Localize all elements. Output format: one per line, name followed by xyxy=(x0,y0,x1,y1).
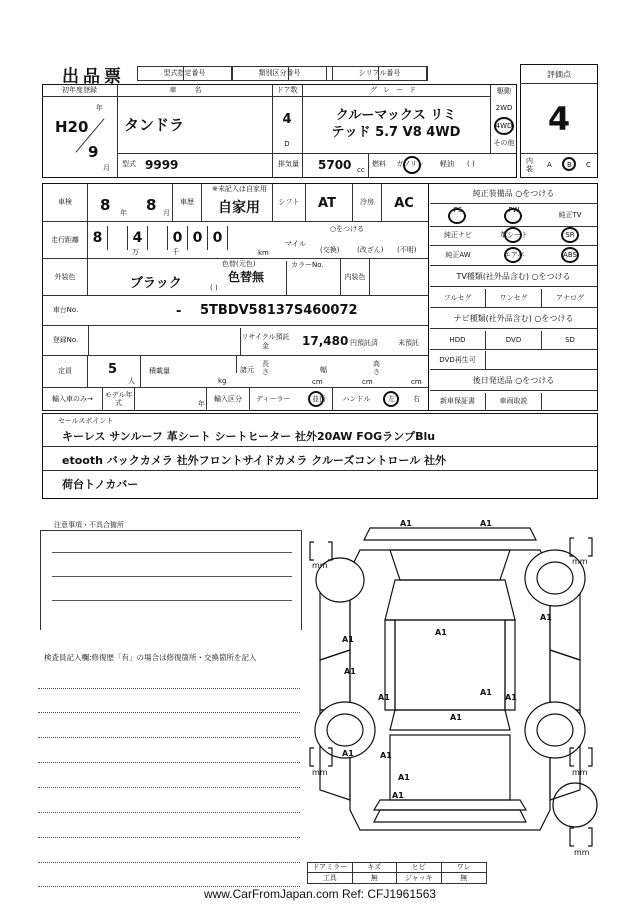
cooler-value: AC xyxy=(394,196,414,211)
left-label: 左 xyxy=(388,395,395,403)
fuel-value: ガソリン xyxy=(396,160,424,168)
damage-mark: A1 xyxy=(505,693,517,702)
form-title: 出品票 xyxy=(62,67,125,87)
man-unit: 万 xyxy=(132,248,139,256)
inspect-month-unit: 月 xyxy=(163,209,170,217)
doors-value: 4 xyxy=(282,112,292,127)
load-label: 積載量 xyxy=(140,356,178,387)
exchange-label: (交換) xyxy=(320,246,340,254)
inspector-label: 検査員記入欄:修復歴「有」の場合は修復箇所・交換箇所を記入 xyxy=(44,653,257,662)
equip-airbag: エアバ xyxy=(503,251,525,259)
sales-line1: キーレス サンルーフ 革シート シートヒーター 社外20AW FOGランプBlu xyxy=(62,430,436,443)
damage-mark: A1 xyxy=(450,713,462,722)
legend-jack: ジャッキ xyxy=(397,873,442,883)
color-value: ブラック xyxy=(130,276,182,291)
legend-tools: 工具 xyxy=(308,873,353,883)
color-no-label: カラーNo. xyxy=(286,261,324,295)
model-code-label: 型式指定番号 xyxy=(137,66,232,81)
shift-label: シフト xyxy=(272,184,306,221)
navi-dvd: DVD xyxy=(486,331,542,349)
interior-a: A xyxy=(547,161,552,169)
height-cm: cm xyxy=(411,378,422,386)
drive-2wd: 2WD xyxy=(495,104,513,112)
model-year-label: モデル年式 xyxy=(103,388,135,410)
watermark: www.CarFromJapan.com Ref: CFJ1961563 xyxy=(203,887,437,901)
cooler-label: 冷房 xyxy=(352,184,382,221)
history-label: 車歴 xyxy=(172,184,202,221)
sales-line2: etooth バックカメラ 社外フロントサイドカメラ クルーズコントロール 社外 xyxy=(62,454,447,467)
legend-tools-value: 無 xyxy=(353,873,398,883)
recycle-label: リサイクル預託金 xyxy=(240,328,290,355)
height-label: 高さ xyxy=(373,360,380,377)
equip-leather: 革シート xyxy=(500,231,528,239)
mm-unit: mm xyxy=(312,768,328,777)
inspect-month: 8 xyxy=(146,196,157,214)
import-type-label: 輸入区分 xyxy=(206,388,250,410)
reg-month: 9 xyxy=(88,143,99,161)
navi-type-title: ナビ種類(社外品含む) ○をつける xyxy=(430,309,597,329)
tv-type-title: TV種類(社外品含む) ○をつける xyxy=(430,267,597,287)
mm-unit: mm xyxy=(572,557,588,566)
km-unit: km xyxy=(258,249,269,257)
car-name: タンドラ xyxy=(124,116,185,134)
kg-unit: kg xyxy=(218,377,227,385)
chassis-value: 5TBDV58137S460072 xyxy=(200,303,358,318)
displacement-value: 5700 xyxy=(318,158,352,172)
reg-no-label: 登録No. xyxy=(52,336,79,345)
score-label: 評価点 xyxy=(520,66,598,84)
legend-crack: ヒビ xyxy=(397,863,442,873)
color-change-label: 色替(元色) xyxy=(222,260,256,268)
damage-mark: A1 xyxy=(480,519,492,528)
interior-color-label: 内装色 xyxy=(340,259,370,295)
equip-sr-circle xyxy=(561,227,579,243)
inspect-year: 8 xyxy=(100,196,111,214)
equip-sr: SR xyxy=(565,231,575,239)
color-label: 外装色 xyxy=(43,259,88,295)
equip-pw: PW xyxy=(508,206,520,214)
manual: 車両取説 xyxy=(486,393,542,410)
capacity-value: 5 xyxy=(108,362,118,377)
tv-fullseg: フルセグ xyxy=(430,289,486,307)
mileage-digit-5: 0 xyxy=(208,226,228,250)
unknown-label: (不明) xyxy=(397,246,417,254)
damage-mark: A1 xyxy=(392,791,404,800)
later-title: 後日発送品 ○をつける xyxy=(430,371,597,391)
equip-tv: 純正TV xyxy=(558,211,582,219)
equip-leather-circle xyxy=(504,227,522,243)
damage-mark: A1 xyxy=(435,628,447,637)
mm-unit: mm xyxy=(312,561,328,570)
legend-mirror: ドアミラー xyxy=(308,863,353,873)
dealer-label: ディーラー xyxy=(256,395,291,403)
notes-label: 注意事項・不具合箇所 xyxy=(54,521,124,529)
warranty: 新車保証書 xyxy=(430,393,486,410)
recycle-unpaid: 未預託 xyxy=(398,339,419,347)
fuel-circle xyxy=(403,156,421,174)
score-value: 4 xyxy=(547,100,571,138)
modified-label: (改ざん) xyxy=(357,246,384,254)
sen-unit: 千 xyxy=(172,248,179,256)
interior-b-circle xyxy=(562,157,576,171)
mileage-digit-2: 4 xyxy=(128,226,148,250)
equip-navi: 純正ナビ xyxy=(444,231,472,239)
parallel-circle xyxy=(308,391,324,407)
equip-abs-circle xyxy=(561,247,579,263)
fuel-label: 燃料 xyxy=(372,160,386,168)
length-label: 長さ xyxy=(262,360,269,377)
navi-hdd: HDD xyxy=(430,331,486,349)
equip-ps-circle xyxy=(448,208,466,224)
equip-title: 純正装備品 ○をつける xyxy=(430,184,597,204)
equip-airbag-circle xyxy=(504,247,522,263)
door-unit: D xyxy=(284,140,290,148)
damage-mark: A1 xyxy=(540,613,552,622)
light-oil-label: 軽油 xyxy=(440,160,454,168)
interior-label: 内装 xyxy=(526,157,533,174)
width-cm: cm xyxy=(362,378,373,386)
history-note: ※未記入は自家用 xyxy=(212,185,267,193)
equip-pw-circle xyxy=(504,208,522,224)
shift-value: AT xyxy=(318,196,336,211)
damage-mark: A1 xyxy=(342,635,354,644)
navi-sd: SD xyxy=(565,335,575,344)
drive-4wd: 4WD xyxy=(495,122,513,130)
category-field xyxy=(288,66,333,81)
damage-mark: A1 xyxy=(398,773,410,782)
inspect-year-unit: 年 xyxy=(120,209,127,217)
model-code-field xyxy=(183,66,233,81)
month-unit: 月 xyxy=(103,164,110,172)
damage-legend xyxy=(307,862,487,884)
sales-line3: 荷台トノカバー xyxy=(62,478,139,491)
left-circle xyxy=(383,391,399,407)
parallel-label: 並行 xyxy=(312,395,326,403)
notes-box xyxy=(40,530,302,630)
cc-unit: cc xyxy=(357,166,365,174)
drive-4wd-circle xyxy=(494,117,514,135)
drive-label: 駆動 xyxy=(497,87,511,95)
chassis-dash: - xyxy=(176,304,182,319)
length-cm: cm xyxy=(312,378,323,386)
grade-line2: テッド 5.7 V8 4WD xyxy=(331,125,461,140)
width-label: 幅 xyxy=(320,366,327,374)
color-paren: ( ) xyxy=(210,284,218,292)
grade-line1: クルーマックス リミ xyxy=(335,108,457,123)
interior-c: C xyxy=(586,161,591,169)
handle-label: ハンドル xyxy=(332,388,380,410)
doors-label: ドア数 xyxy=(272,85,302,97)
color-change-value: 色替無 xyxy=(228,270,265,284)
category-label: 類別区分番号 xyxy=(232,66,327,81)
mileage-label: 走行距離 xyxy=(43,222,88,258)
recycle-unit: 円預託済 xyxy=(350,339,378,347)
model-type-label: 型式 xyxy=(122,160,136,168)
mile-label: マイル xyxy=(285,240,306,248)
mileage-blank-2 xyxy=(148,226,168,250)
right-label: 右 xyxy=(413,395,420,403)
equip-abs: ABS xyxy=(563,251,577,259)
name-label: 車名 xyxy=(117,85,272,97)
serial-label: シリアル番号 xyxy=(332,66,427,81)
damage-mark: A1 xyxy=(342,749,354,758)
equip-ps: PS xyxy=(453,206,463,214)
mileage-blank-1 xyxy=(108,226,128,250)
legend-break: ワレ xyxy=(442,863,487,873)
person-unit: 人 xyxy=(128,377,135,385)
legend-scratch: キズ xyxy=(353,863,398,873)
capacity-label: 定員 xyxy=(43,356,88,387)
sales-label: セールスポイント xyxy=(58,417,114,425)
model-year-unit: 年 xyxy=(198,400,205,408)
mileage-digit-4: 0 xyxy=(188,226,208,250)
fuel-paren: ( ) xyxy=(467,160,475,168)
car-damage-diagram xyxy=(300,510,610,870)
legend-jack-value: 無 xyxy=(460,873,468,882)
tv-oneseg: ワンセグ xyxy=(486,289,542,307)
mm-unit: mm xyxy=(572,768,588,777)
import-label: 輸入車のみ→ xyxy=(43,388,103,410)
recycle-value: 17,480 xyxy=(302,334,349,348)
mm-unit: mm xyxy=(574,848,590,857)
displacement-label: 排気量 xyxy=(278,160,299,168)
damage-mark: A1 xyxy=(400,519,412,528)
grade-label: グレード xyxy=(302,85,490,97)
dims-label: 諸元 xyxy=(236,356,254,373)
damage-mark: A1 xyxy=(344,667,356,676)
dvd-play: DVD再生可 xyxy=(430,351,486,369)
history-value: 自家用 xyxy=(218,200,260,216)
mileage-digit-3: 0 xyxy=(168,226,188,250)
drive-other: その他 xyxy=(493,139,515,147)
mileage-circle-note: ○をつける xyxy=(330,225,365,233)
mileage-digit-1: 8 xyxy=(88,226,108,250)
damage-mark: A1 xyxy=(380,751,392,760)
tv-analog: アナログ xyxy=(556,293,584,302)
first-reg-label: 初年度登録 xyxy=(42,85,117,97)
interior-b: B xyxy=(567,161,572,169)
inspection-label: 車検 xyxy=(43,184,88,221)
model-type-value: 9999 xyxy=(145,158,179,172)
damage-mark: A1 xyxy=(480,688,492,697)
serial-field xyxy=(378,66,428,81)
reg-year: H20 xyxy=(55,118,89,136)
equip-aw: 純正AW xyxy=(445,251,471,259)
year-unit: 年 xyxy=(96,104,103,112)
damage-mark: A1 xyxy=(378,693,390,702)
chassis-label: 車台No. xyxy=(52,306,79,315)
